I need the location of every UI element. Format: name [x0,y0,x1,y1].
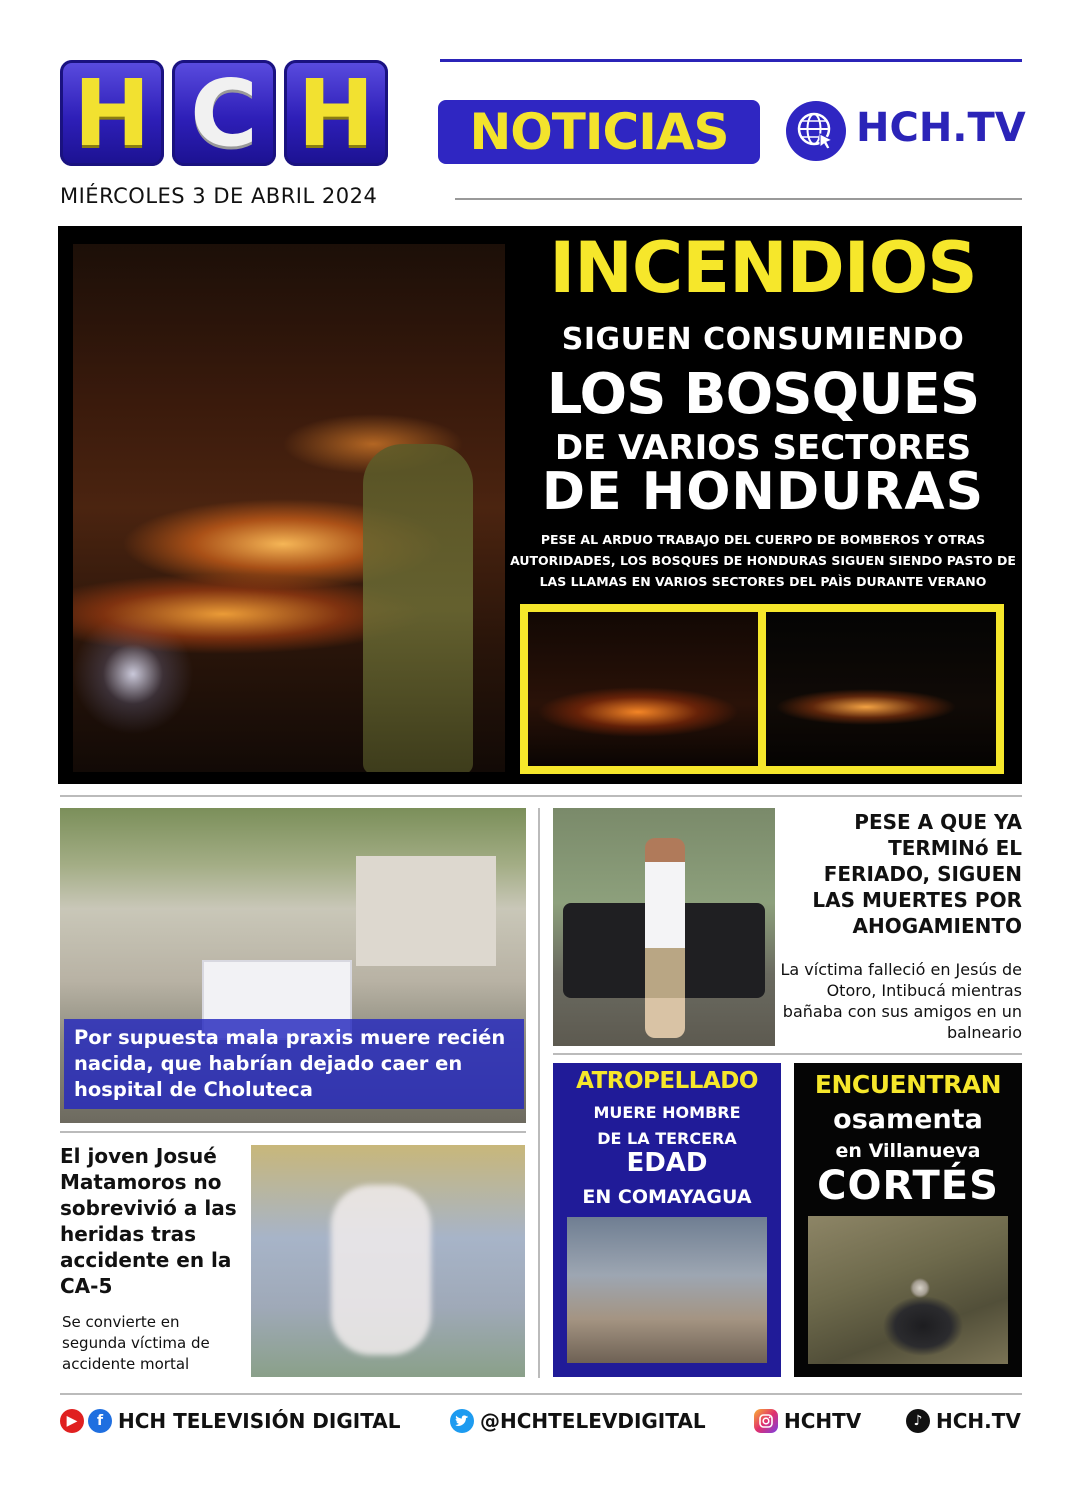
instagram-handle: HCHTV [784,1409,862,1433]
tiktok-link[interactable] [906,1406,1021,1436]
youtube-icon: ▶ [60,1409,84,1433]
logo-letter-h2: H [284,60,388,166]
ca5-headline[interactable]: El joven Josué Matamoros no sobrevivió a las heridas tras accidente en la CA-5 [60,1144,237,1298]
osamenta-line-2: en Villanueva [835,1140,981,1162]
left-divider [60,1131,526,1133]
hero-thumbnails [520,604,1004,774]
atropellado-line-3: EDAD [626,1148,708,1178]
instagram-icon [754,1409,778,1433]
instagram-link[interactable] [754,1406,861,1436]
atropellado-line-4: EN COMAYAGUA [582,1186,752,1208]
osamenta-title: ENCUENTRAN [814,1070,1002,1099]
facebook-icon: f [88,1409,112,1433]
globe-cursor-icon [786,101,846,161]
date-divider [455,198,1022,200]
header-divider [440,59,1022,62]
hero-subtitle-3: DE VARIOS SECTORES [554,428,972,468]
logo-letter-h1: H [60,60,164,166]
osamenta-line-3: CORTÉS [817,1163,999,1209]
issue-date: MIÉRCOLES 3 DE ABRIL 2024 [60,184,378,208]
tomb-wall [356,856,496,966]
hero-subtitle-1: SIGUEN CONSUMIENDO [561,322,965,357]
ca5-story-photo[interactable] [251,1145,525,1377]
drowning-body: La víctima falleció en Jesús de Otoro, Intibucá mientras bañaba con sus amigos en un balneario [780,960,1022,1042]
victim-figure [645,838,685,1038]
osamenta-photo [808,1216,1008,1364]
logo-letter-c: C [172,60,276,166]
fire-thumbnail-1 [528,612,758,766]
twitter-icon [450,1409,474,1433]
atropellado-line-2: DE LA TERCERA [597,1129,737,1148]
section-badge: NOTICIAS [438,100,760,164]
ca5-body: Se convierte en segunda víctima de accidente mortal [62,1313,210,1373]
section-divider [60,795,1022,797]
atropellado-line-1: MUERE HOMBRE [593,1103,741,1122]
osamenta-line-1: osamenta [833,1104,983,1135]
newborn-story-caption[interactable]: Por supuesta mala praxis muere recién nacida, que habrían dejado caer en hospital de Choluteca [64,1019,524,1109]
hero-title: INCENDIOS [549,227,977,309]
fire-thumbnail-2 [766,612,996,766]
facebook-youtube-link[interactable] [60,1406,401,1436]
right-divider [553,1053,1022,1055]
hero-subtitle-2: LOS BOSQUES [546,362,980,427]
website-name[interactable]: HCH.TV [856,105,1026,151]
hch-logo [60,60,388,166]
drowning-headline[interactable]: PESE A QUE YA TERMINó EL FERIADO, SIGUEN LAS MUERTES POR AHOGAMIENTO [812,810,1022,938]
blurred-patient [331,1185,431,1355]
social-footer [60,1406,1022,1438]
tiktok-handle: HCH.TV [936,1409,1021,1433]
twitter-link[interactable] [450,1406,706,1436]
hero-body: PESE AL ARDUO TRABAJO DEL CUERPO DE BOMBEROS Y OTRAS AUTORIDADES, LOS BOSQUES DE HONDURAS SIGUEN SIENDO PASTO DE LAS LLAMAS EN VARIOS SECTORES DEL PAÌS DURANTE VERANO [510,532,1016,589]
footer-divider [60,1393,1022,1395]
forest-fire-photo [73,244,505,772]
tiktok-icon: ♪ [906,1409,930,1433]
twitter-handle: @HCHTELEVDIGITAL [480,1409,706,1433]
atropellado-photo [567,1217,767,1363]
facebook-youtube-handle: HCH TELEVISIÓN DIGITAL [118,1409,401,1433]
drowning-story-photo[interactable] [553,808,775,1046]
column-divider [538,808,540,1378]
atropellado-title: ATROPELLADO [576,1068,758,1094]
firefighter-figure [363,444,473,772]
hero-subtitle-4: DE HONDURAS [541,462,985,522]
